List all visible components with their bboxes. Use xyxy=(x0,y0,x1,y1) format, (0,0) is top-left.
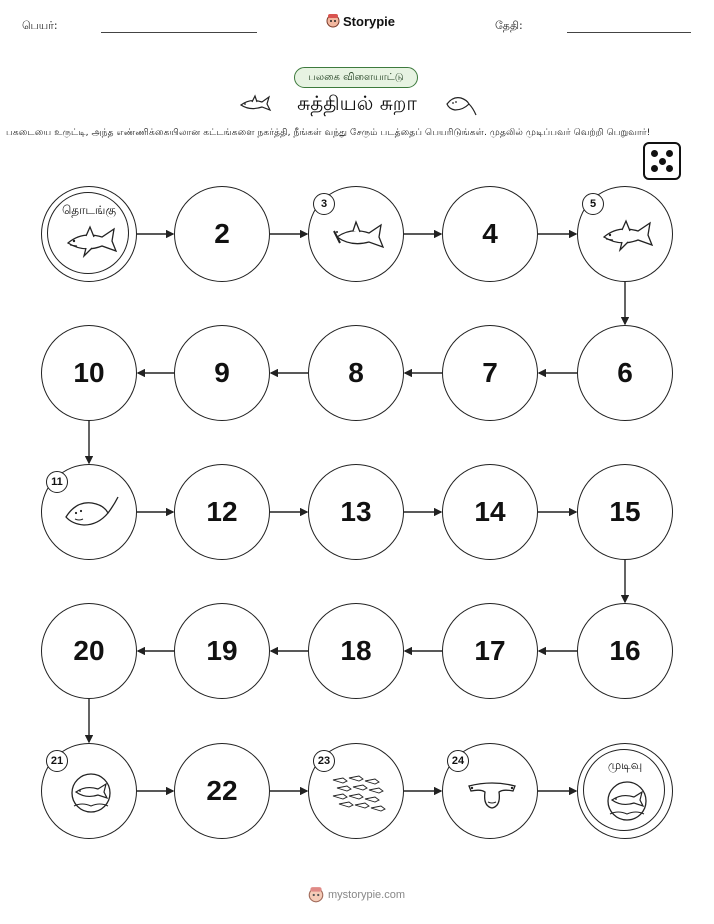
brand-logo xyxy=(326,13,395,29)
shark-school-icon xyxy=(329,772,387,814)
board-space-20[interactable] xyxy=(41,603,137,699)
board-space-13[interactable] xyxy=(308,464,404,560)
space-number: 6 xyxy=(617,357,633,388)
finish-label: முடிவு xyxy=(607,758,643,772)
board-space-16[interactable] xyxy=(577,603,673,699)
space-number-chip: 21 xyxy=(46,750,68,772)
space-number: 22 xyxy=(206,775,238,806)
space-number: 18 xyxy=(340,635,372,666)
board-space-2[interactable] xyxy=(174,186,270,282)
board-space-4[interactable] xyxy=(442,186,538,282)
space-number: 13 xyxy=(340,496,372,527)
space-number: 12 xyxy=(206,496,238,527)
board-space-11[interactable] xyxy=(41,464,137,560)
space-number-chip: 24 xyxy=(447,750,469,772)
storypie-logo-icon xyxy=(308,886,324,904)
board-space-9[interactable] xyxy=(174,325,270,421)
hammerhead-head-icon xyxy=(463,772,521,814)
board-space-7[interactable] xyxy=(442,325,538,421)
board-space-22[interactable] xyxy=(174,743,270,839)
aquarium-shark-icon xyxy=(62,772,120,814)
space-number: 19 xyxy=(206,635,238,666)
dice-pip xyxy=(651,165,658,172)
date-line[interactable] xyxy=(567,32,691,33)
board-space-12[interactable] xyxy=(174,464,270,560)
space-number: 14 xyxy=(474,496,506,527)
space-number: 7 xyxy=(482,357,498,388)
board-space-5[interactable] xyxy=(577,186,673,282)
space-number: 17 xyxy=(474,635,506,666)
space-number: 20 xyxy=(73,635,105,666)
stingray-icon xyxy=(443,92,477,118)
shark-icon xyxy=(598,215,656,257)
space-number: 8 xyxy=(348,357,364,388)
board-space-24[interactable] xyxy=(442,743,538,839)
start-space[interactable] xyxy=(41,186,137,282)
space-number: 9 xyxy=(214,357,230,388)
board-space-18[interactable] xyxy=(308,603,404,699)
board-space-6[interactable] xyxy=(577,325,673,421)
activity-badge: பலகை விளையாட்டு xyxy=(294,67,418,88)
space-number: 10 xyxy=(73,357,105,388)
dice-five-icon[interactable] xyxy=(643,142,681,180)
space-number-chip: 11 xyxy=(46,471,68,493)
date-label: தேதி: xyxy=(495,19,523,32)
finish-space[interactable] xyxy=(577,743,673,839)
stingray-icon xyxy=(62,493,120,535)
board-space-10[interactable] xyxy=(41,325,137,421)
space-number: 16 xyxy=(609,635,641,666)
space-number-chip: 23 xyxy=(313,750,335,772)
space-number: 2 xyxy=(214,218,230,249)
dice-pip xyxy=(666,165,673,172)
hammerhead-shark-icon xyxy=(329,215,387,257)
aquarium-shark-icon xyxy=(598,780,656,822)
storypie-logo-icon xyxy=(326,13,340,29)
space-number-chip: 5 xyxy=(582,193,604,215)
board-space-8[interactable] xyxy=(308,325,404,421)
dice-pip xyxy=(651,150,658,157)
shark-icon xyxy=(62,221,120,263)
board-space-14[interactable] xyxy=(442,464,538,560)
dice-pip xyxy=(659,158,666,165)
board-space-23[interactable] xyxy=(308,743,404,839)
name-label: பெயர்: xyxy=(22,19,58,32)
footer-url[interactable]: mystorypie.com xyxy=(328,889,406,901)
dice-pip xyxy=(666,150,673,157)
board-space-15[interactable] xyxy=(577,464,673,560)
board-space-21[interactable] xyxy=(41,743,137,839)
board-space-19[interactable] xyxy=(174,603,270,699)
brand-name: Storypie xyxy=(343,13,396,29)
page-title: சுத்தியல் சுறா xyxy=(297,91,417,115)
start-label: தொடங்கு xyxy=(61,203,117,217)
footer xyxy=(308,886,405,904)
instructions: பகடையை உருட்டி, அந்த எண்ணிக்கையிலான கட்டங்களை நகர்த்தி, நீங்கள் வந்து சேரும் படத்தைப் பெயரிடுங்கள். முதலில் முடிப்பவர் வெற்றி பெறுவார்! xyxy=(6,127,651,138)
name-line[interactable] xyxy=(101,32,257,33)
space-number: 15 xyxy=(609,496,641,527)
space-number: 4 xyxy=(482,218,498,249)
board-space-3[interactable] xyxy=(308,186,404,282)
space-number-chip: 3 xyxy=(313,193,335,215)
board-space-17[interactable] xyxy=(442,603,538,699)
